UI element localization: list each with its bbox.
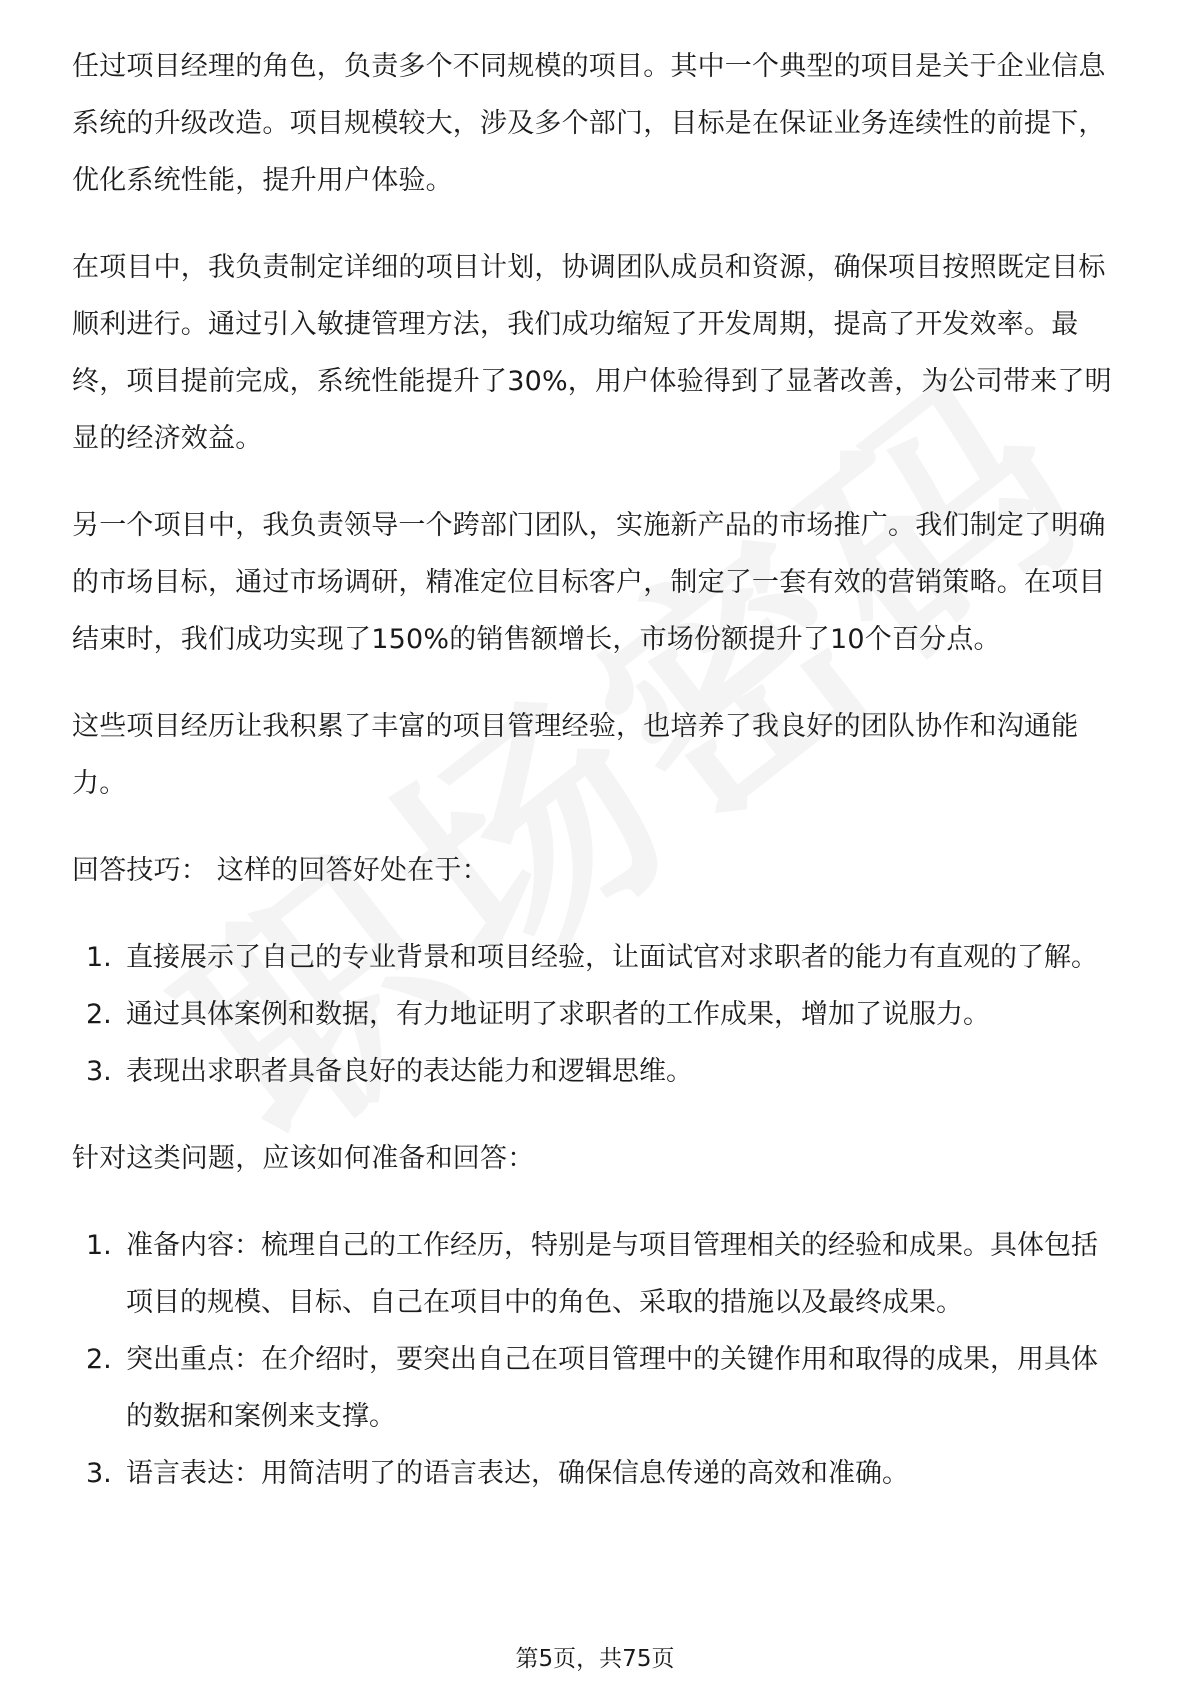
list-item-text: 准备内容：梳理自己的工作经历，特别是与项目管理相关的经验和成果。具体包括项目的规模、目标、自己在项目中的角色、采取的措施以及最终成果。 <box>126 1230 1098 1318</box>
list-item <box>72 1217 1122 1331</box>
paragraph: 任过项目经理的角色，负责多个不同规模的项目。其中一个典型的项目是关于企业信息系统的升级改造。项目规模较大，涉及多个部门，目标是在保证业务连续性的前提下，优化系统性能，提升用户体验。 <box>72 51 1106 196</box>
list-item <box>72 1331 1122 1445</box>
list-item-text: 语言表达：用简洁明了的语言表达，确保信息传递的高效和准确。 <box>126 1458 909 1489</box>
list-item-text: 突出重点：在介绍时，要突出自己在项目管理中的关键作用和取得的成果，用具体的数据和案例来支撑。 <box>126 1344 1098 1432</box>
list-item-text: 通过具体案例和数据，有力地证明了求职者的工作成果，增加了说服力。 <box>126 999 990 1030</box>
list-number: 1. <box>86 942 112 973</box>
list-number: 3. <box>86 1458 112 1489</box>
list-item-text: 直接展示了自己的专业背景和项目经验，让面试官对求职者的能力有直观的了解。 <box>126 942 1098 973</box>
paragraph: 另一个项目中，我负责领导一个跨部门团队，实施新产品的市场推广。我们制定了明确的市场目标，通过市场调研，精准定位目标客户，制定了一套有效的营销策略。在项目结束时，我们成功实现了150%的销售额增长，市场份额提升了10个百分点。 <box>72 510 1106 655</box>
tips-heading: 回答技巧： 这样的回答好处在于： <box>72 855 489 886</box>
page-footer: 第5页，共75页 <box>515 1646 675 1672</box>
prep-heading: 针对这类问题，应该如何准备和回答： <box>72 1143 535 1174</box>
list-number: 3. <box>86 1056 112 1087</box>
paragraph: 这些项目经历让我积累了丰富的项目管理经验，也培养了我良好的团队协作和沟通能力。 <box>72 711 1079 799</box>
list-number: 2. <box>86 999 112 1030</box>
paragraph: 在项目中，我负责制定详细的项目计划，协调团队成员和资源，确保项目按照既定目标顺利进行。通过引入敏捷管理方法，我们成功缩短了开发周期，提高了开发效率。最终，项目提前完成，系统性能提升了30%，用户体验得到了显著改善，为公司带来了明显的经济效益。 <box>72 252 1112 454</box>
list-number: 2. <box>86 1344 112 1375</box>
list-item-text: 表现出求职者具备良好的表达能力和逻辑思维。 <box>126 1056 693 1087</box>
list-number: 1. <box>86 1230 112 1261</box>
document-body <box>72 38 1122 1502</box>
list-item <box>72 929 1122 986</box>
tips-list <box>72 929 1122 1100</box>
list-item <box>72 986 1122 1043</box>
list-item <box>72 1043 1122 1100</box>
list-item <box>72 1445 1122 1502</box>
prep-list <box>72 1217 1122 1502</box>
